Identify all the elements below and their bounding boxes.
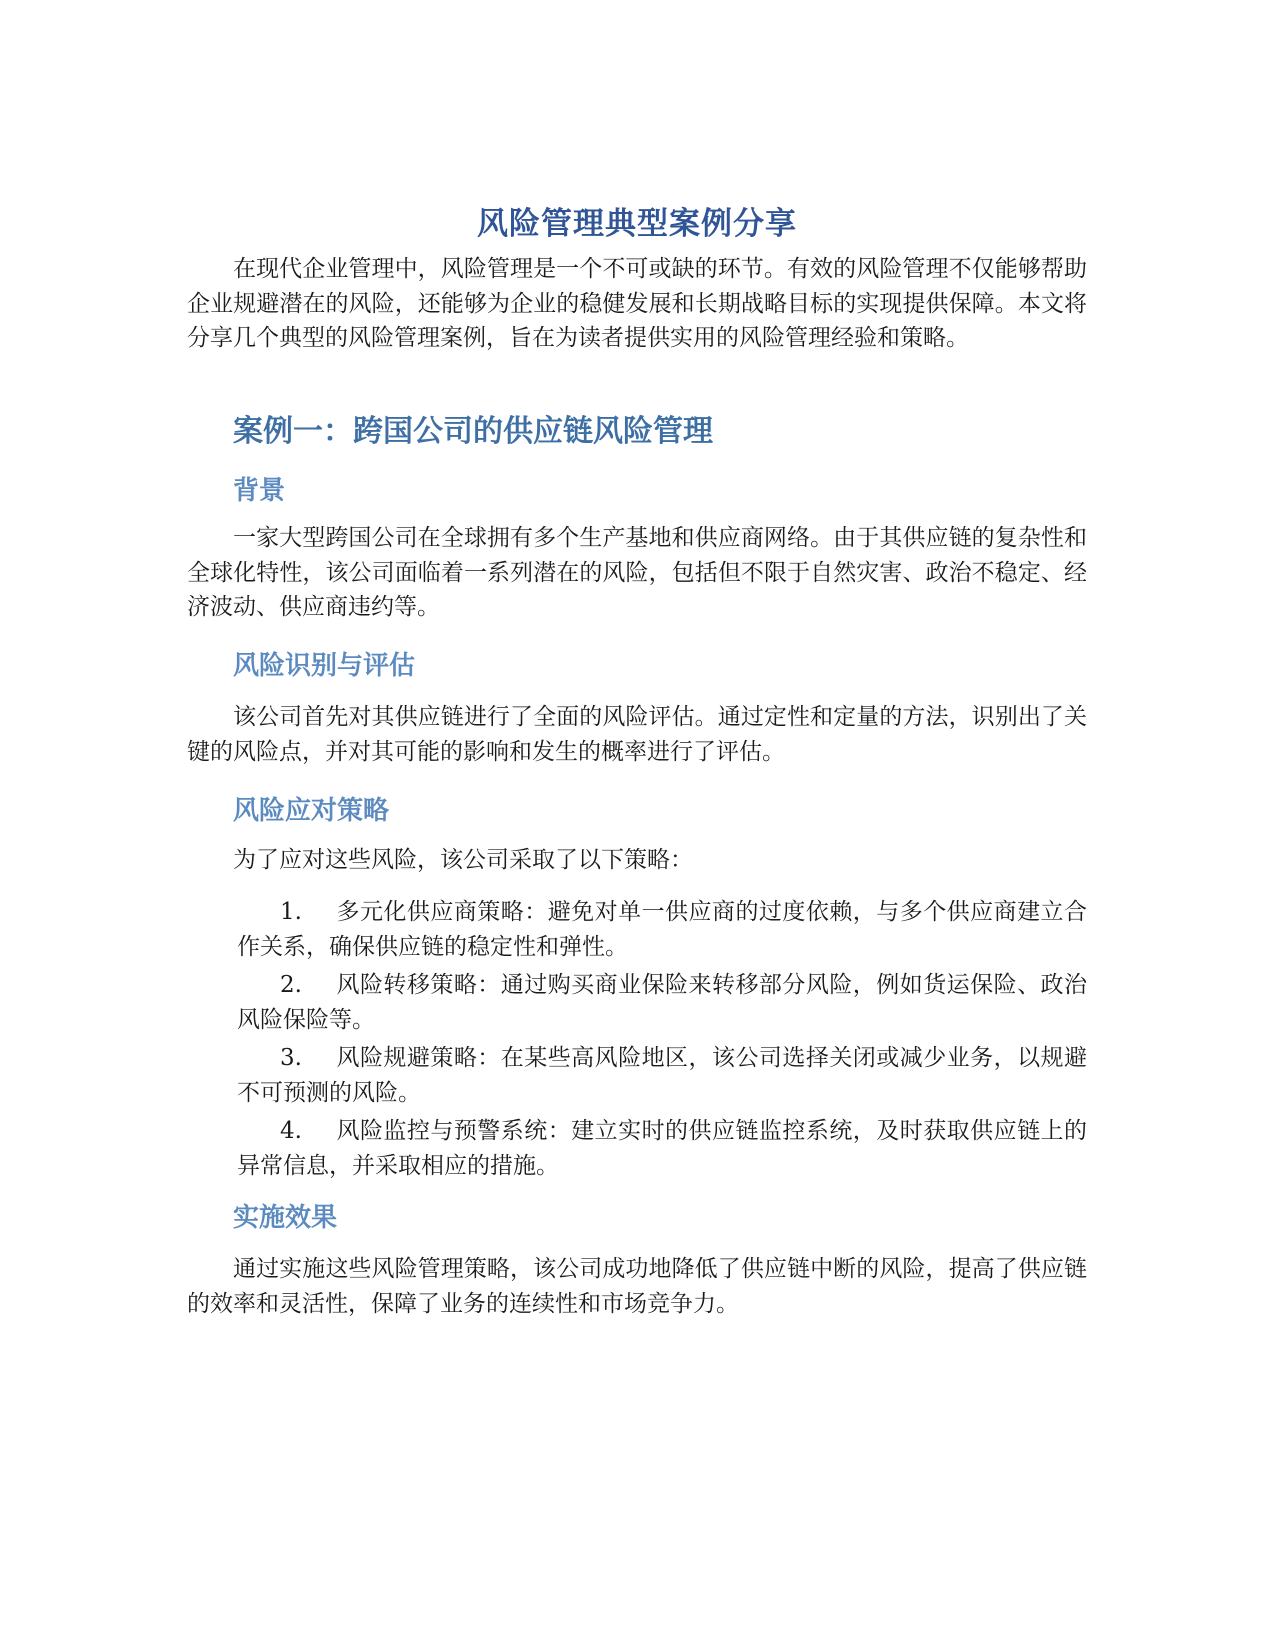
strategy-list — [187, 895, 1087, 1183]
strategy-number: 1. — [280, 899, 302, 925]
background-paragraph: 一家大型跨国公司在全球拥有多个生产基地和供应商网络。由于其供应链的复杂性和全球化特性，该公司面临着一系列潜在的风险，包括但不限于自然灾害、政治不稳定、经济波动、供应商违约等。 — [187, 525, 1087, 620]
identification-heading: 风险识别与评估 — [233, 651, 416, 681]
intro-section — [187, 252, 1087, 356]
strategy-text: 风险规避策略：在某些高风险地区，该公司选择关闭或减少业务，以规避不可预测的风险。 — [237, 1045, 1087, 1106]
strategy-list-block — [187, 895, 1087, 1187]
intro-paragraph: 在现代企业管理中，风险管理是一个不可或缺的环节。有效的风险管理不仅能够帮助企业规避潜在的风险，还能够为企业的稳健发展和长期战略目标的实现提供保障。本文将分享几个典型的风险管理案例，旨在为读者提供实用的风险管理经验和策略。 — [187, 256, 1087, 351]
background-section — [187, 521, 1087, 625]
strategy-number: 4. — [280, 1118, 302, 1144]
strategy-item — [187, 1114, 1087, 1183]
case1-heading: 案例一：跨国公司的供应链风险管理 — [233, 414, 713, 449]
identification-paragraph: 该公司首先对其供应链进行了全面的风险评估。通过定性和定量的方法，识别出了关键的风险点，并对其可能的影响和发生的概率进行了评估。 — [187, 704, 1087, 765]
case1-heading-block — [187, 406, 1087, 450]
strategy-item — [187, 1041, 1087, 1110]
response-heading-block — [187, 790, 1087, 827]
response-lead: 为了应对这些风险，该公司采取了以下策略： — [233, 847, 693, 873]
results-section — [187, 1252, 1087, 1321]
strategy-text: 风险监控与预警系统：建立实时的供应链监控系统，及时获取供应链上的异常信息，并采取相应的措施。 — [237, 1118, 1087, 1179]
results-heading: 实施效果 — [233, 1203, 338, 1233]
document-title: 风险管理典型案例分享 — [477, 206, 797, 242]
results-paragraph: 通过实施这些风险管理策略，该公司成功地降低了供应链中断的风险，提高了供应链的效率和灵活性，保障了业务的连续性和市场竞争力。 — [187, 1256, 1087, 1317]
response-heading: 风险应对策略 — [233, 796, 390, 826]
strategy-number: 2. — [280, 972, 302, 998]
background-heading: 背景 — [233, 476, 286, 506]
identification-section — [187, 700, 1087, 769]
response-lead-block — [187, 843, 1087, 878]
strategy-item — [187, 895, 1087, 964]
identification-heading-block — [187, 645, 1087, 682]
strategy-text: 风险转移策略：通过购买商业保险来转移部分风险，例如货运保险、政治风险保险等。 — [237, 972, 1087, 1033]
results-heading-block — [187, 1197, 1087, 1234]
background-heading-block — [187, 470, 1087, 507]
strategy-number: 3. — [280, 1045, 302, 1071]
strategy-text: 多元化供应商策略：避免对单一供应商的过度依赖，与多个供应商建立合作关系，确保供应链的稳定性和弹性。 — [237, 899, 1087, 960]
strategy-item — [187, 968, 1087, 1037]
